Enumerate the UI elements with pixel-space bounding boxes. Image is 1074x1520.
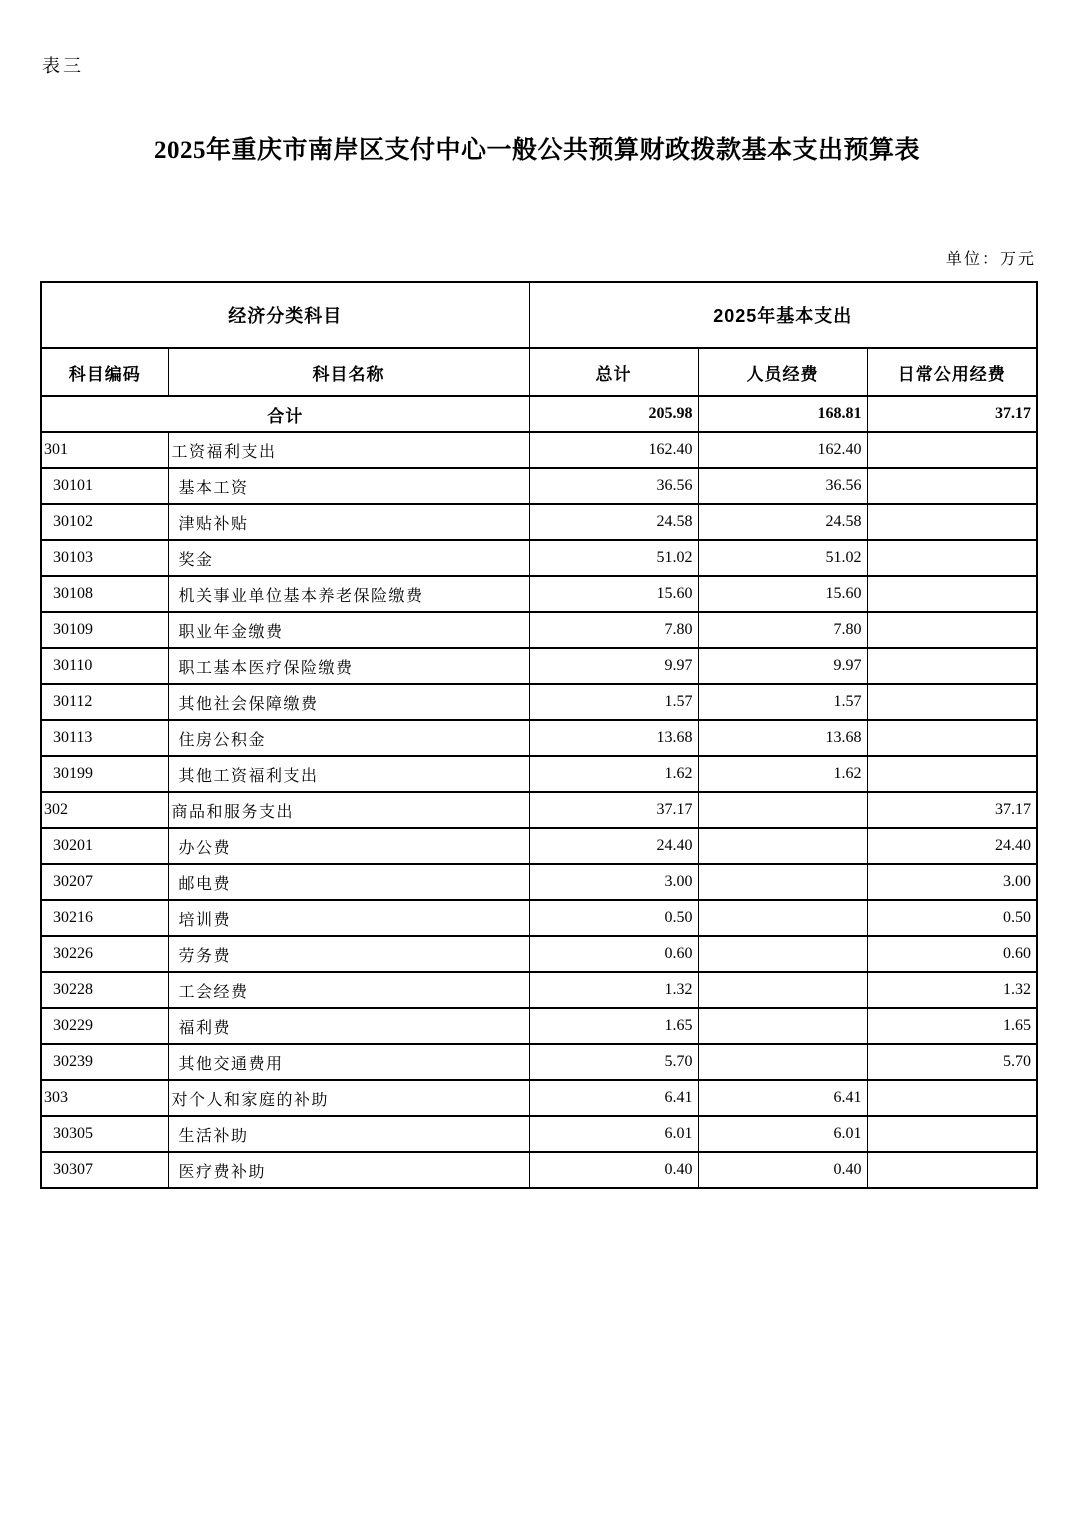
daily-value-cell: [867, 468, 1037, 504]
group-header-economic-classification: 经济分类科目: [41, 282, 529, 348]
subject-name-cell: 商品和服务支出: [168, 792, 529, 828]
subject-code-cell: 30113: [41, 720, 168, 756]
table-row: [41, 1152, 1037, 1188]
personnel-value-cell: 162.40: [698, 432, 867, 468]
subject-code-cell: 30109: [41, 612, 168, 648]
personnel-value-cell: [698, 1044, 867, 1080]
daily-value-cell: 0.50: [867, 900, 1037, 936]
subject-name-cell: 工资福利支出: [168, 432, 529, 468]
table-column-header-row: [41, 348, 1037, 396]
daily-value-cell: 0.60: [867, 936, 1037, 972]
subject-name-cell: 劳务费: [168, 936, 529, 972]
table-row: [41, 900, 1037, 936]
total-row-daily: 37.17: [867, 396, 1037, 432]
table-row: [41, 576, 1037, 612]
table-row: [41, 540, 1037, 576]
subject-name-cell: 其他交通费用: [168, 1044, 529, 1080]
subject-code-cell: 30201: [41, 828, 168, 864]
total-value-cell: 1.57: [529, 684, 698, 720]
unit-label: 单位：万元: [945, 251, 1036, 268]
subject-code-cell: 30103: [41, 540, 168, 576]
budget-table: [40, 281, 1038, 1189]
personnel-value-cell: [698, 1008, 867, 1044]
daily-value-cell: [867, 432, 1037, 468]
personnel-value-cell: 7.80: [698, 612, 867, 648]
subject-code-cell: 30226: [41, 936, 168, 972]
table-row: [41, 792, 1037, 828]
personnel-value-cell: [698, 900, 867, 936]
table-row: [41, 936, 1037, 972]
subject-name-cell: 其他工资福利支出: [168, 756, 529, 792]
table-row: [41, 1044, 1037, 1080]
personnel-value-cell: [698, 972, 867, 1008]
subject-name-cell: 培训费: [168, 900, 529, 936]
total-row-total: 205.98: [529, 396, 698, 432]
total-value-cell: 1.62: [529, 756, 698, 792]
personnel-value-cell: [698, 864, 867, 900]
table-row: [41, 684, 1037, 720]
total-value-cell: 3.00: [529, 864, 698, 900]
total-row-personnel: 168.81: [698, 396, 867, 432]
table-row: [41, 648, 1037, 684]
subject-name-cell: 职业年金缴费: [168, 612, 529, 648]
total-value-cell: 37.17: [529, 792, 698, 828]
personnel-value-cell: 51.02: [698, 540, 867, 576]
subject-name-cell: 邮电费: [168, 864, 529, 900]
table-row: [41, 1080, 1037, 1116]
subject-code-cell: 30229: [41, 1008, 168, 1044]
daily-value-cell: [867, 720, 1037, 756]
daily-value-cell: 37.17: [867, 792, 1037, 828]
subject-name-cell: 福利费: [168, 1008, 529, 1044]
daily-value-cell: 24.40: [867, 828, 1037, 864]
subject-name-cell: 生活补助: [168, 1116, 529, 1152]
total-value-cell: 51.02: [529, 540, 698, 576]
daily-value-cell: 5.70: [867, 1044, 1037, 1080]
daily-value-cell: [867, 576, 1037, 612]
total-value-cell: 24.40: [529, 828, 698, 864]
subject-code-cell: 30207: [41, 864, 168, 900]
subject-name-cell: 住房公积金: [168, 720, 529, 756]
total-value-cell: 0.60: [529, 936, 698, 972]
table-row: [41, 756, 1037, 792]
daily-value-cell: 1.32: [867, 972, 1037, 1008]
subject-code-cell: 302: [41, 792, 168, 828]
total-value-cell: 0.40: [529, 1152, 698, 1188]
total-value-cell: 15.60: [529, 576, 698, 612]
subject-code-cell: 30216: [41, 900, 168, 936]
daily-value-cell: [867, 1116, 1037, 1152]
subject-name-cell: 对个人和家庭的补助: [168, 1080, 529, 1116]
personnel-value-cell: 6.41: [698, 1080, 867, 1116]
personnel-value-cell: 6.01: [698, 1116, 867, 1152]
subject-code-cell: 30112: [41, 684, 168, 720]
subject-code-cell: 30228: [41, 972, 168, 1008]
column-header-daily-public: 日常公用经费: [867, 348, 1037, 396]
daily-value-cell: [867, 1152, 1037, 1188]
total-value-cell: 1.32: [529, 972, 698, 1008]
total-value-cell: 36.56: [529, 468, 698, 504]
daily-value-cell: [867, 684, 1037, 720]
personnel-value-cell: 1.57: [698, 684, 867, 720]
subject-code-cell: 30108: [41, 576, 168, 612]
table-row: [41, 1008, 1037, 1044]
table-body: [41, 396, 1037, 1188]
subject-name-cell: 医疗费补助: [168, 1152, 529, 1188]
page-title: 2025年重庆市南岸区支付中心一般公共预算财政拨款基本支出预算表: [153, 137, 920, 164]
total-value-cell: 24.58: [529, 504, 698, 540]
group-header-2025-basic-expenditure: 2025年基本支出: [529, 282, 1037, 348]
subject-name-cell: 奖金: [168, 540, 529, 576]
total-value-cell: 0.50: [529, 900, 698, 936]
subject-name-cell: 机关事业单位基本养老保险缴费: [168, 576, 529, 612]
total-value-cell: 9.97: [529, 648, 698, 684]
personnel-value-cell: [698, 936, 867, 972]
table-row: [41, 720, 1037, 756]
personnel-value-cell: [698, 792, 867, 828]
personnel-value-cell: 1.62: [698, 756, 867, 792]
personnel-value-cell: 9.97: [698, 648, 867, 684]
subject-code-cell: 30102: [41, 504, 168, 540]
daily-value-cell: [867, 540, 1037, 576]
column-header-personnel: 人员经费: [698, 348, 867, 396]
subject-code-cell: 301: [41, 432, 168, 468]
personnel-value-cell: 36.56: [698, 468, 867, 504]
table-row: [41, 1116, 1037, 1152]
table-row: [41, 468, 1037, 504]
total-value-cell: 6.01: [529, 1116, 698, 1152]
total-value-cell: 13.68: [529, 720, 698, 756]
daily-value-cell: [867, 504, 1037, 540]
total-row: [41, 396, 1037, 432]
column-header-subject-code: 科目编码: [41, 348, 168, 396]
subject-name-cell: 办公费: [168, 828, 529, 864]
total-value-cell: 162.40: [529, 432, 698, 468]
personnel-value-cell: [698, 828, 867, 864]
personnel-value-cell: 15.60: [698, 576, 867, 612]
subject-code-cell: 30199: [41, 756, 168, 792]
personnel-value-cell: 13.68: [698, 720, 867, 756]
subject-code-cell: 30101: [41, 468, 168, 504]
table-row: [41, 432, 1037, 468]
table-row: [41, 504, 1037, 540]
daily-value-cell: 3.00: [867, 864, 1037, 900]
subject-code-cell: 30305: [41, 1116, 168, 1152]
subject-name-cell: 其他社会保障缴费: [168, 684, 529, 720]
subject-code-cell: 30110: [41, 648, 168, 684]
total-value-cell: 6.41: [529, 1080, 698, 1116]
table-group-header-row: [41, 282, 1037, 348]
personnel-value-cell: 24.58: [698, 504, 867, 540]
daily-value-cell: [867, 1080, 1037, 1116]
table-row: [41, 864, 1037, 900]
total-value-cell: 1.65: [529, 1008, 698, 1044]
subject-name-cell: 基本工资: [168, 468, 529, 504]
personnel-value-cell: 0.40: [698, 1152, 867, 1188]
table-number-label: 表三: [42, 56, 84, 76]
table-row: [41, 828, 1037, 864]
subject-code-cell: 30307: [41, 1152, 168, 1188]
daily-value-cell: 1.65: [867, 1008, 1037, 1044]
total-value-cell: 7.80: [529, 612, 698, 648]
subject-name-cell: 津贴补贴: [168, 504, 529, 540]
daily-value-cell: [867, 648, 1037, 684]
subject-code-cell: 30239: [41, 1044, 168, 1080]
daily-value-cell: [867, 612, 1037, 648]
total-value-cell: 5.70: [529, 1044, 698, 1080]
subject-code-cell: 303: [41, 1080, 168, 1116]
subject-name-cell: 职工基本医疗保险缴费: [168, 648, 529, 684]
column-header-total: 总计: [529, 348, 698, 396]
total-row-label: 合计: [41, 396, 529, 432]
table-row: [41, 972, 1037, 1008]
column-header-subject-name: 科目名称: [168, 348, 529, 396]
daily-value-cell: [867, 756, 1037, 792]
subject-name-cell: 工会经费: [168, 972, 529, 1008]
table-row: [41, 612, 1037, 648]
